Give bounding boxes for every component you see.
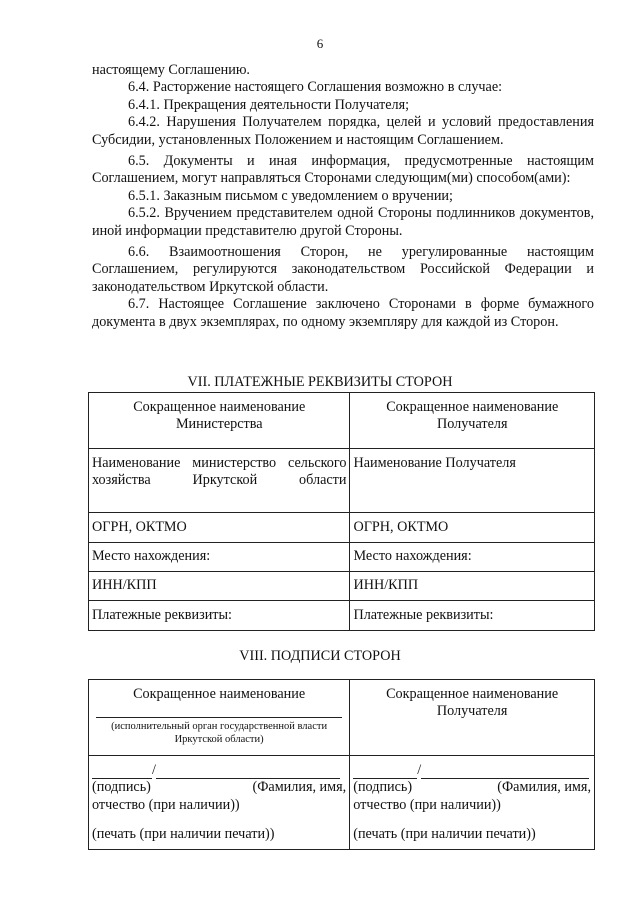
paragraph-6-4: 6.4. Расторжение настоящего Соглашения возможно в случае: bbox=[128, 79, 503, 96]
patronymic-label: отчество (при наличии)) bbox=[353, 796, 501, 813]
signatures-row bbox=[89, 756, 595, 850]
section-8-title: VIII. ПОДПИСИ СТОРОН bbox=[239, 648, 401, 664]
full-name-label: (Фамилия, имя, bbox=[497, 779, 591, 796]
recipient-inn: ИНН/КПП bbox=[350, 572, 595, 601]
signature-label: (подпись) bbox=[92, 779, 151, 796]
paragraph-6-7: 6.7. Настоящее Соглашение заключено Сторонами в форме бумажного документа в двух экземплярах, по одному экземпляру для каждой из Сторон. bbox=[92, 296, 594, 330]
patronymic-label: отчество (при наличии)) bbox=[92, 796, 240, 813]
ministry-inn: ИНН/КПП bbox=[89, 572, 350, 601]
page-number: 6 bbox=[316, 36, 324, 51]
signature-caption bbox=[92, 779, 346, 796]
recipient-address: Место нахождения: bbox=[350, 543, 595, 572]
stamp-label: (печать (при наличии печати)) bbox=[92, 826, 275, 843]
short-name-label: Сокращенное наименование bbox=[133, 686, 306, 702]
paragraph-6-5-1: 6.5.1. Заказным письмом с уведомлением о вручении; bbox=[128, 187, 453, 204]
paragraph-6-3-end: настоящему Соглашению. bbox=[92, 62, 250, 78]
paragraph-6-6: 6.6. Взаимоотношения Сторон, не урегулированные настоящим Соглашением, регулируются законодательством Российской Федерации и законодательством Иркутской области. bbox=[92, 244, 594, 295]
table-row-name bbox=[89, 449, 595, 513]
signature-caption bbox=[353, 779, 591, 796]
ministry-signature bbox=[89, 756, 350, 850]
full-name-label: (Фамилия, имя, bbox=[252, 779, 347, 796]
header-recipient: Сокращенное наименование Получателя bbox=[350, 393, 595, 449]
name-underline bbox=[96, 717, 342, 718]
stamp-label: (печать (при наличии печати)) bbox=[353, 826, 536, 843]
recipient-bank-details: Платежные реквизиты: bbox=[350, 601, 595, 631]
signature-line: / bbox=[353, 762, 591, 779]
executive-body-note: (исполнительный орган государственной власти Иркутской области) bbox=[111, 721, 328, 746]
table-row-address bbox=[89, 543, 595, 572]
paragraph-6-4-2: 6.4.2. Нарушения Получателем порядка, целей и условий предоставления Субсидии, установленных Положением и настоящим Соглашением. bbox=[92, 114, 594, 148]
header-ministry: Сокращенное наименование Министерства bbox=[89, 393, 350, 449]
document-body bbox=[92, 62, 594, 331]
recipient-ogrn: ОГРН, ОКТМО bbox=[350, 513, 595, 543]
signature-label: (подпись) bbox=[353, 779, 413, 796]
signature-line: / bbox=[92, 762, 346, 779]
paragraph-6-5-2: 6.5.2. Вручением представителем одной Стороны подлинников документов, иной информации представителю другой Стороны. bbox=[92, 205, 594, 239]
section-7-title: VII. ПЛАТЕЖНЫЕ РЕКВИЗИТЫ СТОРОН bbox=[187, 374, 453, 390]
payment-details-table bbox=[88, 392, 595, 631]
signatures-header-right: Сокращенное наименование Получателя bbox=[350, 680, 595, 756]
recipient-name: Наименование Получателя bbox=[350, 449, 595, 513]
ministry-name: Наименование министерство сельского хозяйства Иркутской области bbox=[89, 449, 350, 513]
table-row-ogrn bbox=[89, 513, 595, 543]
paragraph-6-5: 6.5. Документы и иная информация, предусмотренные настоящим Соглашением, могут направляться Сторонами следующим(ми) способом(ами): bbox=[92, 153, 594, 187]
table-row-bank bbox=[89, 601, 595, 631]
signatures-table bbox=[88, 679, 595, 850]
table-row-inn bbox=[89, 572, 595, 601]
ministry-address: Место нахождения: bbox=[89, 543, 350, 572]
ministry-bank-details: Платежные реквизиты: bbox=[89, 601, 350, 631]
paragraph-6-4-1: 6.4.1. Прекращения деятельности Получателя; bbox=[128, 96, 410, 113]
signatures-header-row bbox=[89, 680, 595, 756]
ministry-ogrn: ОГРН, ОКТМО bbox=[89, 513, 350, 543]
table-header-row bbox=[89, 393, 595, 449]
signatures-header-left bbox=[89, 680, 350, 756]
recipient-signature bbox=[350, 756, 595, 850]
